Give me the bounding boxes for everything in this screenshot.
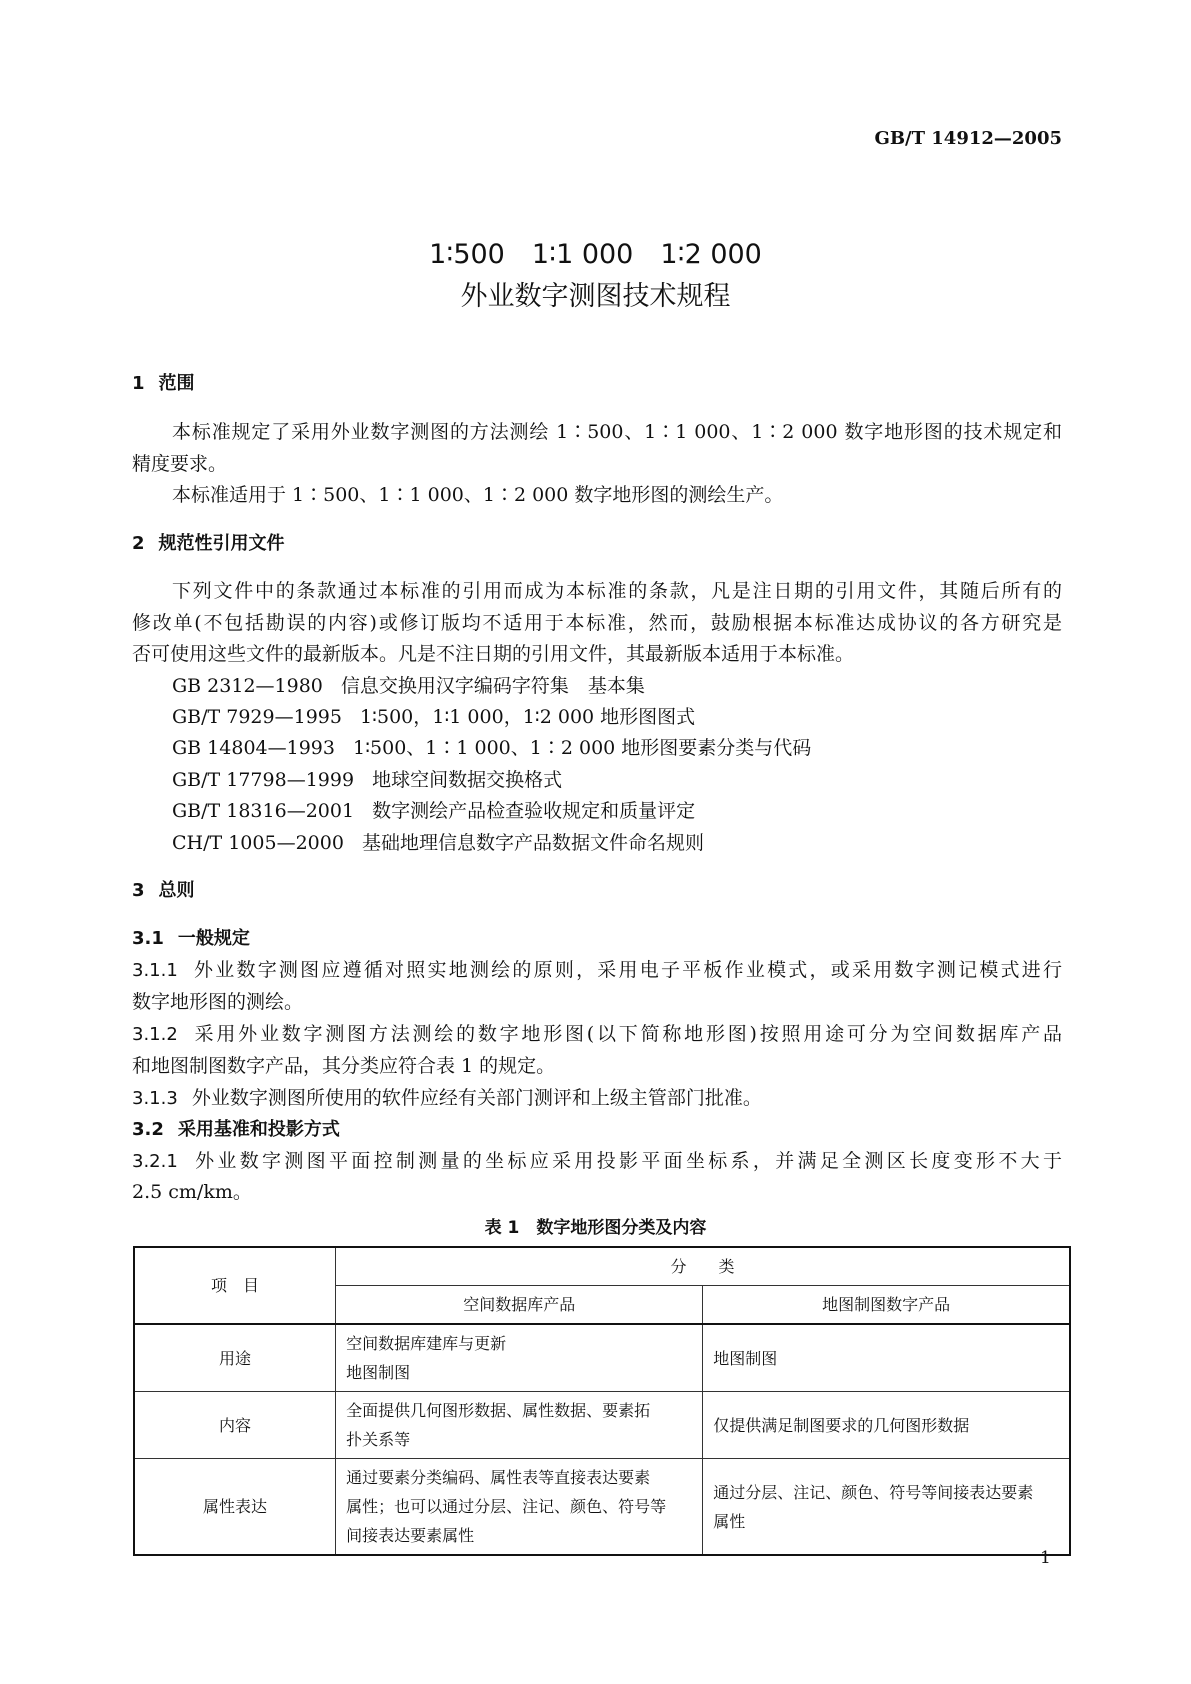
cell (703, 1459, 1070, 1556)
paragraph-line: 修改单(不包括勘误的内容)或修订版均不适用于本标准，然而，鼓励根据本标准达成协议的各方研究是 (132, 612, 1062, 634)
reference-item (172, 768, 1062, 792)
clause-text: 外业数字测图应遵循对照实地测绘的原则，采用电子平板作业模式，或采用数字测记模式进行 (191, 959, 1062, 981)
clause-number: 3.1.1 (132, 960, 178, 981)
cell-line: 全面提供几何图形数据、属性数据、要素拓 (346, 1401, 651, 1420)
section-1-heading (132, 372, 1062, 396)
clause-text: 外业数字测图平面控制测量的坐标应采用投影平面坐标系，并满足全测区长度变形不大于 (191, 1150, 1062, 1172)
cell-line: 地图制图 (346, 1363, 411, 1382)
cell-line: 间接表达要素属性 (346, 1526, 475, 1545)
section-number: 3.2 (132, 1119, 164, 1140)
title-scales: 1∶500 1∶1 000 1∶2 000 (429, 239, 762, 270)
cell: 地图制图 (703, 1324, 1070, 1392)
clause-3-1-2 (132, 1022, 1062, 1047)
reference-item (172, 705, 1062, 729)
classification-table (133, 1246, 1071, 1556)
section-2-heading (132, 532, 1062, 556)
clause-number: 3.2.1 (132, 1151, 178, 1172)
clause-3-1-3 (132, 1086, 1062, 1111)
ref-title: 信息交换用汉字编码字符集 基本集 (340, 675, 645, 697)
cell-line: 属性 (713, 1511, 746, 1531)
ref-code: CH/T 1005—2000 (172, 832, 344, 854)
section-title: 一般规定 (177, 928, 250, 949)
row-item: 内容 (134, 1392, 336, 1459)
cell-line: 属性；也可以通过分层、注记、颜色、符号等 (346, 1497, 667, 1516)
cell-line: 空间数据库建库与更新 (346, 1334, 507, 1353)
title-main: 外业数字测图技术规程 (460, 281, 731, 312)
section-number: 1 (132, 373, 145, 394)
ref-title: 基础地理信息数字产品数据文件命名规则 (361, 832, 704, 854)
row-item: 属性表达 (134, 1459, 336, 1556)
paragraph-line: 本标准适用于 1∶500、1∶1 000、1∶2 000 数字地形图的测绘生产。 (172, 484, 784, 506)
paragraph-line: 2.5 cm/km。 (132, 1181, 252, 1203)
clause-number: 3.1.2 (132, 1024, 178, 1045)
section-title: 总则 (158, 880, 195, 901)
header-classification: 分 类 (336, 1247, 1070, 1286)
paragraph-line: 下列文件中的条款通过本标准的引用而成为本标准的条款，凡是注日期的引用文件，其随后所有的 (172, 580, 1062, 602)
table-row (134, 1459, 1070, 1556)
ref-code: GB/T 18316—2001 (172, 800, 355, 822)
section-title: 规范性引用文件 (158, 533, 285, 554)
header-item: 项 目 (134, 1247, 336, 1324)
cell (336, 1459, 703, 1556)
cell-line: 通过分层、注记、颜色、符号等间接表达要素 (713, 1482, 1034, 1502)
cell-line: 扑关系等 (346, 1430, 411, 1449)
cell (336, 1392, 703, 1459)
ref-code: GB/T 17798—1999 (172, 769, 355, 791)
header-spatial-database: 空间数据库产品 (336, 1286, 703, 1325)
ref-code: GB 2312—1980 (172, 675, 323, 697)
ref-code: GB 14804—1993 (172, 737, 335, 759)
clause-text: 外业数字测图所使用的软件应经有关部门测评和上级主管部门批准。 (191, 1087, 762, 1109)
reference-item (172, 831, 1062, 855)
standard-number-header: GB/T 14912—2005 (874, 128, 1062, 149)
section-title: 范围 (158, 373, 195, 394)
subsection-3-1-heading (132, 927, 1062, 951)
subsection-3-2-heading (132, 1118, 1062, 1142)
reference-item (172, 674, 1062, 698)
section-number: 3 (132, 880, 145, 901)
section-number: 3.1 (132, 928, 164, 949)
ref-title: 1∶500、1∶1 000、1∶2 000 地形图要素分类与代码 (352, 737, 812, 759)
page-number: 1 (1040, 1548, 1051, 1568)
row-item: 用途 (134, 1324, 336, 1392)
cell-line: 通过要素分类编码、属性表等直接表达要素 (346, 1468, 651, 1487)
table-caption: 表 1 数字地形图分类及内容 (484, 1218, 707, 1238)
clause-text: 采用外业数字测图方法测绘的数字地形图(以下简称地形图)按照用途可分为空间数据库产品 (191, 1023, 1062, 1045)
ref-title: 地球空间数据交换格式 (372, 769, 563, 791)
clause-3-1-1 (132, 958, 1062, 983)
header-cartographic: 地图制图数字产品 (703, 1286, 1070, 1325)
reference-item (172, 799, 1062, 823)
paragraph-line: 和地图制图数字产品，其分类应符合表 1 的规定。 (132, 1055, 556, 1077)
section-number: 2 (132, 533, 145, 554)
cell: 仅提供满足制图要求的几何图形数据 (703, 1392, 1070, 1459)
ref-title: 1∶500，1∶1 000，1∶2 000 地形图图式 (359, 706, 696, 728)
paragraph-line: 数字地形图的测绘。 (132, 991, 304, 1013)
reference-item (172, 736, 1062, 760)
section-3-heading (132, 879, 1062, 903)
clause-3-2-1 (132, 1149, 1062, 1174)
table-row (134, 1324, 1070, 1392)
clause-number: 3.1.3 (132, 1088, 178, 1109)
paragraph-line: 精度要求。 (132, 453, 228, 475)
cell (336, 1324, 703, 1392)
paragraph-line: 否可使用这些文件的最新版本。凡是不注日期的引用文件，其最新版本适用于本标准。 (132, 643, 855, 665)
section-title: 采用基准和投影方式 (177, 1119, 340, 1140)
ref-code: GB/T 7929—1995 (172, 706, 342, 728)
paragraph-line: 本标准规定了采用外业数字测图的方法测绘 1∶500、1∶1 000、1∶2 000 数字地形图的技术规定和 (172, 421, 1062, 443)
ref-title: 数字测绘产品检查验收规定和质量评定 (372, 800, 696, 822)
table-row (134, 1392, 1070, 1459)
